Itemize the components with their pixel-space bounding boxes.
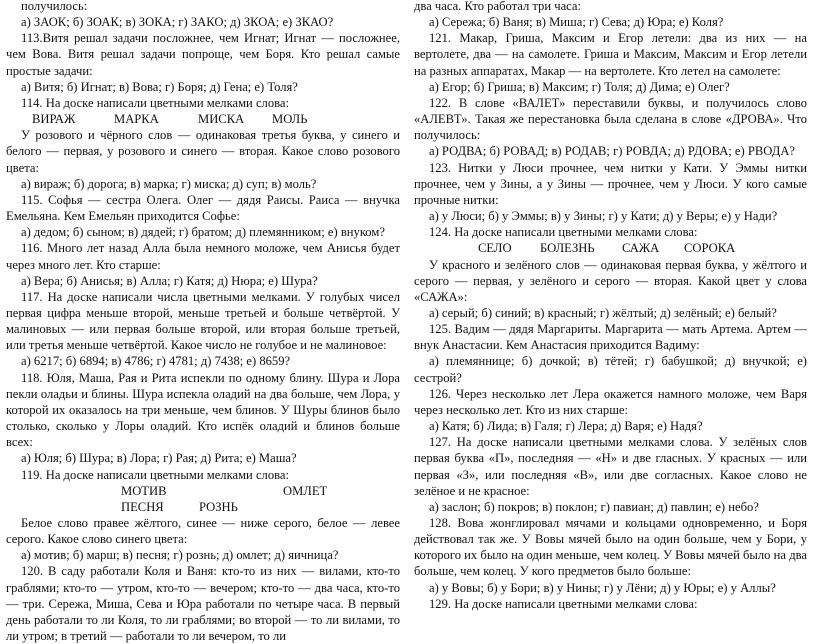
text-line: У красного и зелёного слов — одинаковая первая буква, у жёлтого и серого — первая, у зелёного и серого — вторая. Какой цвет у слова «САЖА»: [414,257,807,304]
problem-125: 125. Вадим — дядя Маргариты. Маргарита — мать Артема. Артем — внук Анастасии. Кем Анастасия приходится Вадиму: [414,322,807,353]
problem-113: 113.Витя решал задачи посложнее, чем Игнат; Игнат — посложнее, чем Вова. Витя решал задачи попроще, чем Боря. Кто решал самые простые задачи: [6,31,400,78]
text-line: Белое слово правее жёлтого, синее — ниже серого, белое — левее серого. Какое слово синего цвета: [6,516,400,547]
word: САЖА [622,241,660,256]
text-line: получилось: [21,0,88,13]
answer-options: а) Сережа; б) Ваня; в) Миша; г) Сева; д) Юра; е) Коля? [429,15,724,30]
word-list [6,483,400,499]
word: ВИРАЖ [32,112,76,127]
answer-options: а) серый; б) синий; в) красный; г) жёлтый; д) зелёный; е) белый? [429,305,777,320]
word: МОЛЬ [272,112,308,127]
answer-options: а) у Вовы; б) у Бори; в) у Нины; г) у Лёни; д) у Юры; е) у Аллы? [429,580,776,595]
problem-116: 116. Много лет назад Алла была немного моложе, чем Анисья будет через много лет. Кто старше: [6,241,400,272]
problem-118: 118. Юля, Маша, Рая и Рита испекли по одному блину. Шура и Лора пекли оладьи и блины. Шура испекла оладий на два больше, чем Лора, у которой их оказалось на три меньше, чем блинов. У Шуры блинов было столько, сколько у Лоры оладий. Кто испёк оладий и блинов больше всех: [6,370,400,450]
problem-120: 120. В саду работали Коля и Ваня: кто-то из них — вилами, кто-то граблями; кто-то — утром, кто-то — вечером; кто-то — два часа, кто-то — три. Сережа, Миша, Сева и Юра работали по четыре часа. В первый день работали то ли Коля, то ли граблями; во второй — то ли вилами, то ли утром; в третий — работали то ли вечером, то ли [6,564,400,644]
word: БОЛЕЗНЬ [540,241,595,256]
problem-122: 122. В слове «ВАЛЕТ» переставили буквы, и получилось слово «АЛЕВТ». Такая же перестановка была сделана в слове «ДРОВА». Что получилось: [414,95,807,143]
problem-123: 123. Нитки у Люси прочнее, чем нитки у Кати. У Эммы нитки прочнее, чем у Зины, а у Зины — прочнее, чем у Люси. У кого самые прочные нитки: [414,160,807,207]
problem-126: 126. Через несколько лет Лера окажется намного моложе, чем Варя через несколько лет. Кто из них старше: [414,386,807,417]
problem-114: 114. На доске написали цветными мелками слова: [21,95,289,110]
answer-options: а) Катя; б) Лида; в) Галя; г) Лера; д) Варя; е) Надя? [429,419,703,434]
answer-options: а) дедом; б) сыном; в) дядей; г) братом; д) племянником; е) внуком? [21,225,385,240]
word: ПЕСНЯ [121,499,164,514]
problem-129: 129. На доске написали цветными мелками слова: [429,596,698,611]
answer-options: а) ЗАОК; б) ЗОАК; в) ЗОКА; г) ЗАКО; д) ЗКОА; е) ЗКАО? [21,15,334,30]
problem-115: 115. Софья — сестра Олега. Олег — дядя Раисы. Раиса — внучка Емельяна. Кем Емельян приходится Софье: [6,192,400,224]
problem-127: 127. На доске написали цветными мелками слова. У зелёных слов первая буква «П», последняя — «Н» и две гласных. У красных — или первая «З», или последняя «В», или две согласных. Какое слово не зелёное и не красное: [414,435,807,498]
problem-128: 128. Вова жонглировал мячами и кольцами одновременно, и Боря действовал так же. У Вовы мячей было на один больше, чем у Бори, у которого их было на один меньше, чем колец. У Вовы мячей было на два больше, чем колец. У кого предметов было больше: [414,516,807,579]
left-column [6,0,400,644]
word-list [414,240,807,256]
answer-options: а) племяннице; б) дочкой; в) тётей; г) бабушкой; д) внучкой; е) сестрой? [414,354,807,385]
word-list [6,499,400,515]
word: СЕЛО [478,241,512,256]
answer-options: а) Вера; б) Анисья; в) Алла; г) Катя; д) Нюра; е) Шура? [21,273,318,288]
word-list [6,111,400,127]
answer-options: а) Юля; б) Шура; в) Лора; г) Рая; д) Рита; е) Маша? [21,451,297,466]
answer-options: а) мотив; б) марш; в) песня; г) рознь; д) омлет; д) яичница? [21,548,339,563]
answer-options: а) Витя; б) Игнат; в) Вова; г) Боря; д) Гена; е) Толя? [21,79,298,94]
word: МОТИВ [121,483,167,498]
answer-options: а) Егор; б) Гриша; в) Максим; г) Толя; д) Дима; е) Олег? [429,79,730,94]
word: РОЗНЬ [199,499,238,514]
answer-options: а) вираж; б) дорога; в) марка; г) миска; д) суп; в) моль? [21,176,317,191]
text-line: два часа. Кто работал три часа: [414,0,581,13]
right-column [414,0,807,612]
answer-options: а) заслон; б) покров; в) поклон; г) павиан; д) павлин; е) небо? [429,499,759,514]
problem-121: 121. Макар, Гриша, Максим и Егор летели: два из них — на вертолете, два — на самолете. Гриша и Максим, Максим и Егор летели на разных аппаратах, Макар — на вертолете. Кто летел на самолете: [414,31,807,78]
answer-options: а) РОДВА; б) РОВАД; в) РОДАВ; г) РОВДА; д) РДОВА; е) РВОДА? [429,144,796,159]
problem-119: 119. На доске написали цветными мелками слова: [21,467,289,482]
word: МИСКА [198,112,245,127]
problem-117: 117. На доске написали числа цветными мелками. У голубых чисел первая цифра меньше второй, меньше третьей и больше четвёртой. У малиновых — или первая больше второй, или вторая больше третьей, или третья меньше четвёртой. Какое число не голубое и не малиновое: [6,289,400,353]
answer-options: а) 6217; б) 6894; в) 4786; г) 4781; д) 7438; е) 8659? [21,354,291,369]
word: СОРОКА [684,241,736,256]
word: МАРКА [114,112,159,127]
word: ОМЛЕТ [283,483,328,498]
text-line: У розового и чёрного слов — одинаковая третья буква, у синего и белого — первая, у розового и синего — вторая. Какое слово розового цвета: [6,128,400,175]
answer-options: а) у Люси; б) у Эммы; в) у Зины; г) у Кати; д) у Веры; е) у Нади? [429,209,778,224]
problem-124: 124. На доске написали цветными мелками слова: [429,225,698,240]
